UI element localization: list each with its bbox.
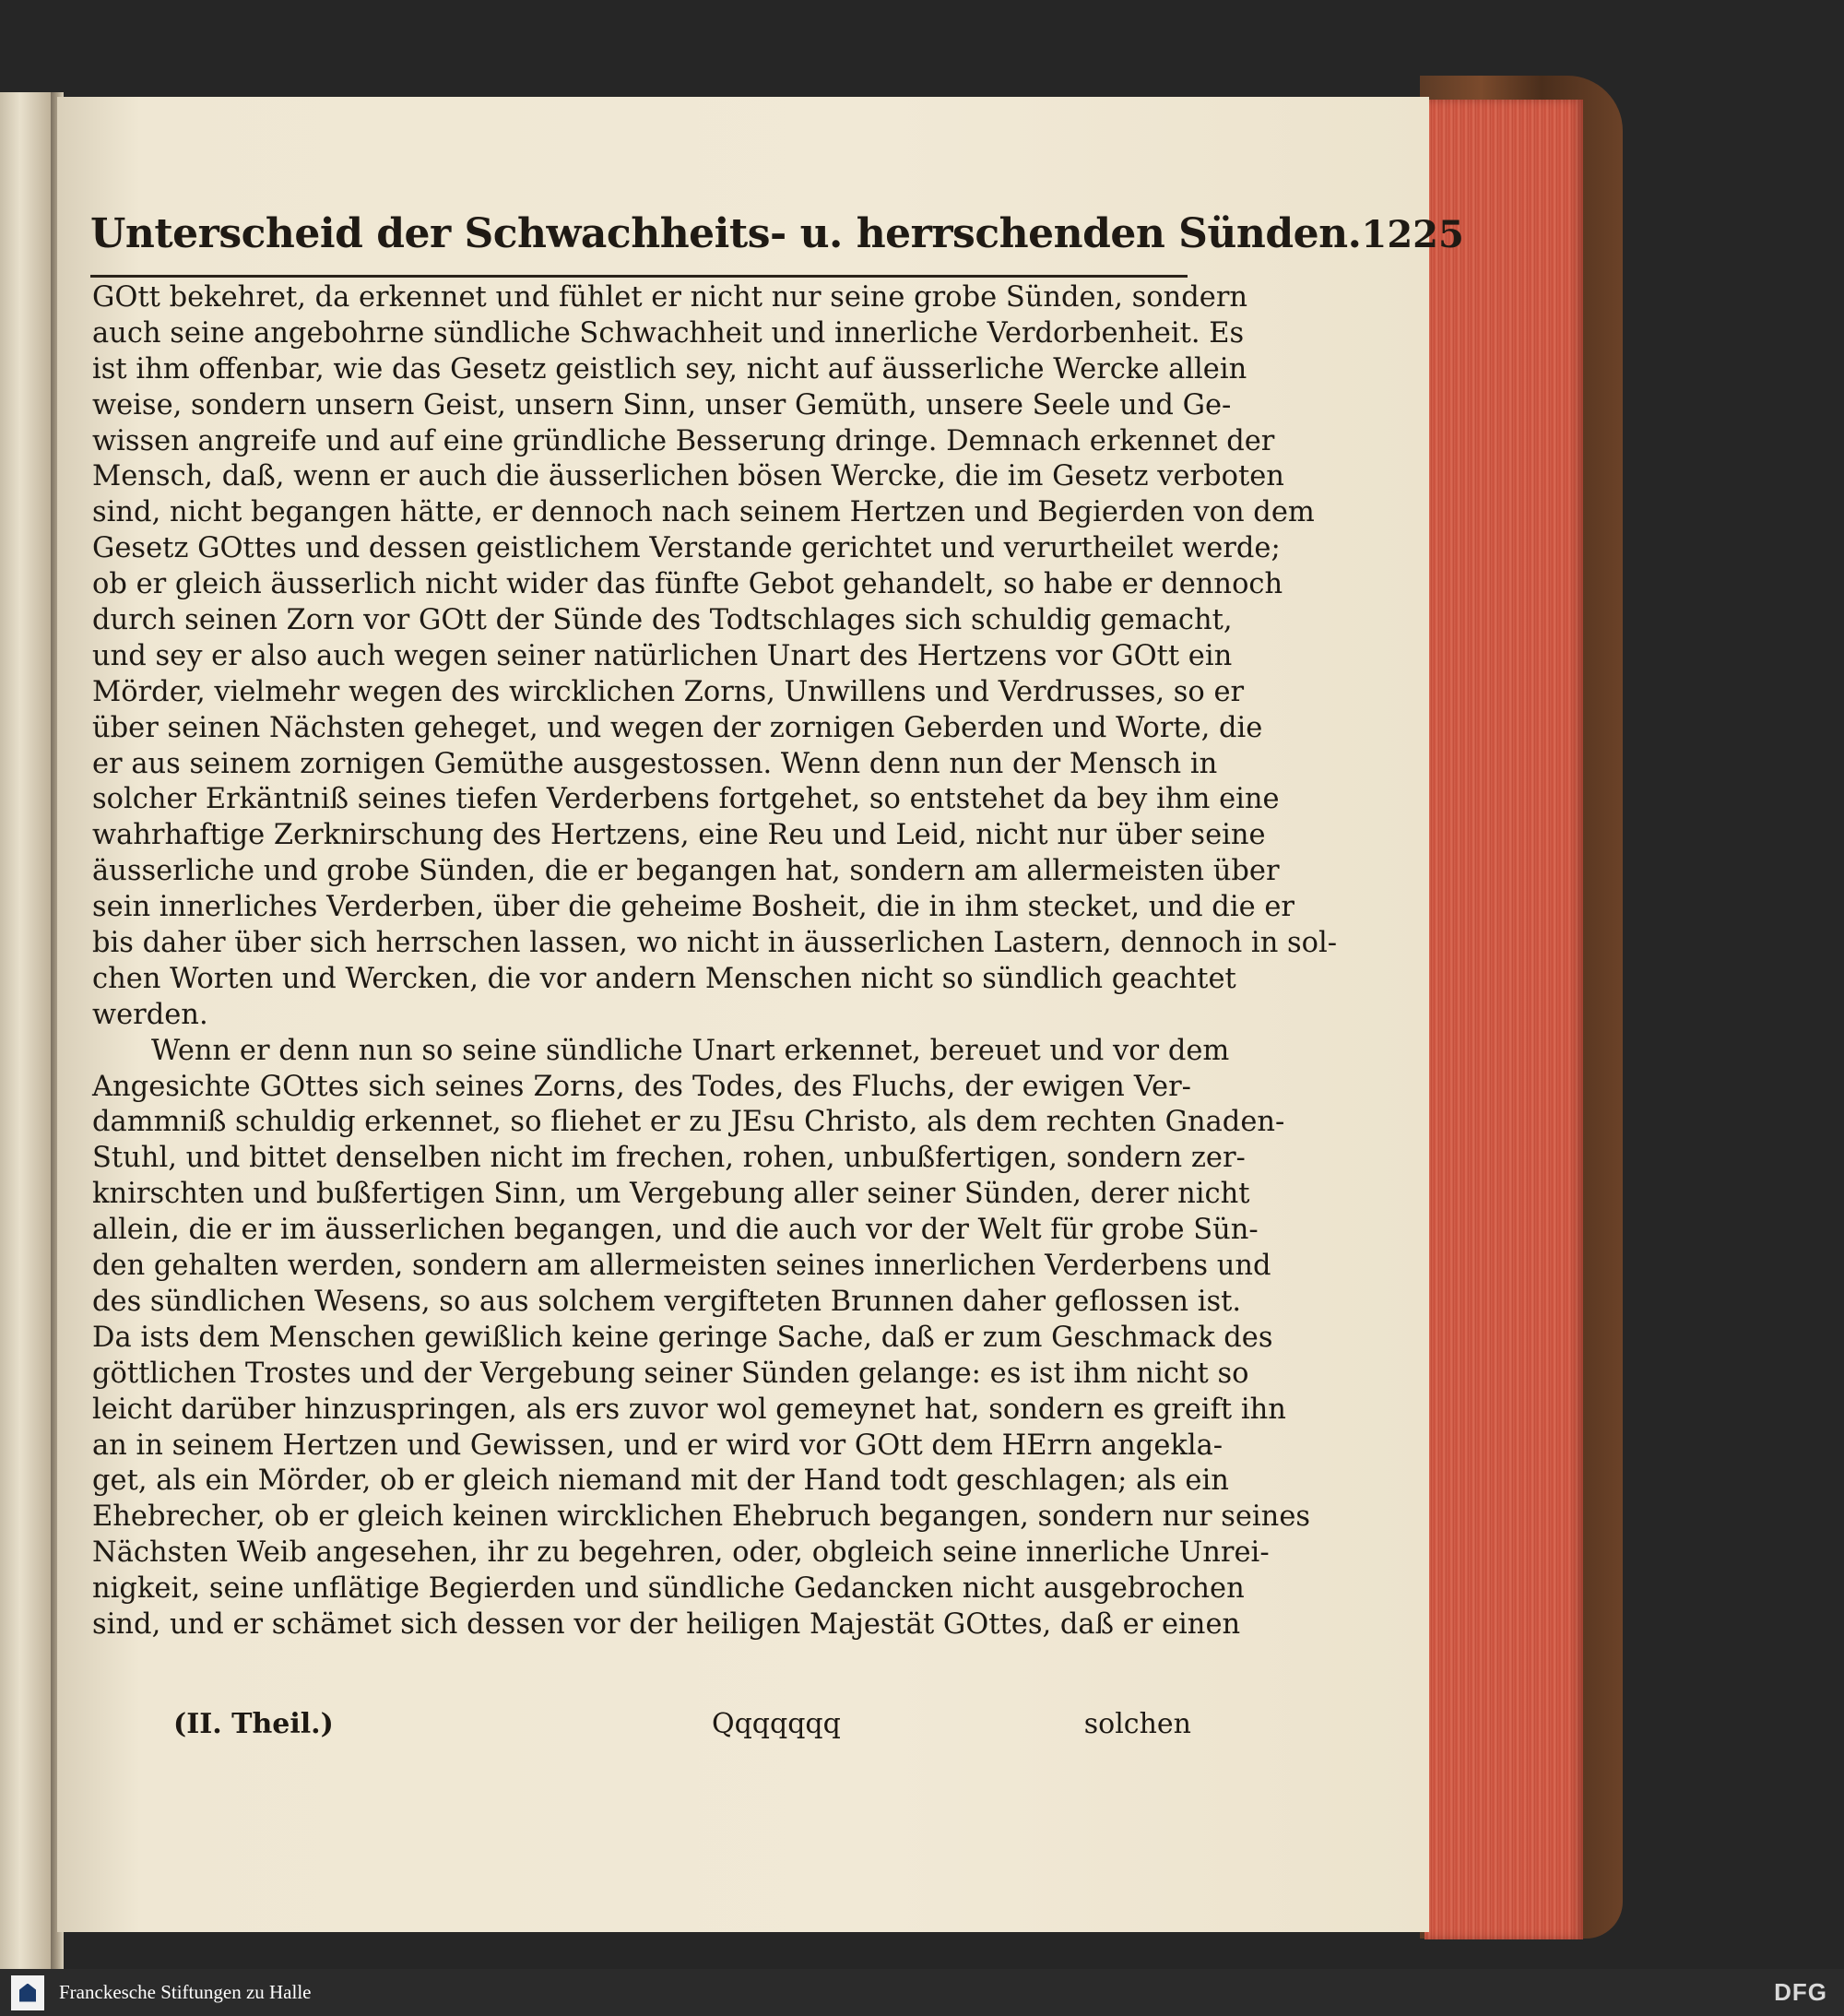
page-number: 1225 bbox=[1361, 213, 1464, 256]
text-line: Angesichte GOttes sich seines Zorns, des Todes, des Fluchs, der ewigen Ver- bbox=[92, 1070, 1191, 1103]
text-line: ob er gleich äusserlich nicht wider das fünfte Gebot gehandelt, so habe er dennoch bbox=[92, 568, 1283, 601]
text-line: Mörder, vielmehr wegen des wircklichen Zorns, Unwillens und Verdrusses, so er bbox=[92, 675, 1245, 708]
text-line: bis daher über sich herrschen lassen, wo nicht in äusserlichen Lastern, dennoch in sol- bbox=[92, 927, 1338, 960]
page-body-text bbox=[92, 280, 1338, 1643]
text-line: den gehalten werden, sondern am allermeisten seines innerlichen Verderbens und bbox=[92, 1250, 1271, 1283]
catchword: solchen bbox=[1083, 1708, 1191, 1740]
text-line: über seinen Nächsten geheget, und wegen der zornigen Geberden und Worte, die bbox=[92, 711, 1263, 744]
franckesche-stiftungen-logo-icon[interactable] bbox=[11, 1975, 44, 2010]
page-footer bbox=[92, 1708, 1191, 1745]
text-line: wissen angreife und auf eine gründliche Besserung dringe. Demnach erkennet der bbox=[92, 424, 1275, 457]
running-head: Unterscheid der Schwachheits- u. herrschenden Sünden. bbox=[90, 210, 1362, 257]
text-line: sind, und er schämet sich dessen vor der heiligen Majestät GOttes, daß er einen bbox=[92, 1607, 1241, 1641]
text-line: Mensch, daß, wenn er auch die äusserlichen bösen Wercke, die im Gesetz verboten bbox=[92, 460, 1284, 493]
text-line: ist ihm offenbar, wie das Gesetz geistlich sey, nicht auf äusserliche Wercke allein bbox=[92, 352, 1247, 385]
text-line: des sündlichen Wesens, so aus solchem vergifteten Brunnen daher geflossen ist. bbox=[92, 1285, 1242, 1318]
text-line: werden. bbox=[92, 998, 208, 1031]
text-line: wahrhaftige Zerknirschung des Hertzens, eine Reu und Leid, nicht nur über seine bbox=[92, 819, 1266, 852]
text-line: Gesetz GOttes und dessen geistlichem Verstande gerichtet und verurtheilet werde; bbox=[92, 532, 1281, 565]
text-line: auch seine angebohrne sündliche Schwachheit und innerliche Verdorbenheit. Es bbox=[92, 316, 1245, 350]
institution-name[interactable]: Franckesche Stiftungen zu Halle bbox=[59, 1981, 312, 2003]
text-line: get, als ein Mörder, ob er gleich niemand mit der Hand todt geschlagen; als ein bbox=[92, 1465, 1229, 1498]
viewer-footer-bar bbox=[0, 1969, 1844, 2016]
volume-part: (II. Theil.) bbox=[173, 1708, 334, 1740]
text-line: durch seinen Zorn vor GOtt der Sünde des Todtschlages sich schuldig gemacht, bbox=[92, 604, 1233, 637]
text-line: weise, sondern unsern Geist, unsern Sinn, unser Gemüth, unsere Seele und Ge- bbox=[92, 388, 1232, 421]
text-line: dammniß schuldig erkennet, so fliehet er zu JEsu Christo, als dem rechten Gnaden- bbox=[92, 1106, 1285, 1139]
text-line: knirschten und bußfertigen Sinn, um Vergebung aller seiner Sünden, derer nicht bbox=[92, 1178, 1250, 1211]
red-fore-edge bbox=[1424, 100, 1583, 1939]
text-line: chen Worten und Wercken, die vor andern Menschen nicht so sündlich geachtet bbox=[92, 962, 1236, 995]
logo-mark bbox=[19, 1984, 36, 2002]
text-line: allein, die er im äusserlichen begangen, und die auch vor der Welt für grobe Sün- bbox=[92, 1214, 1259, 1247]
text-line: Nächsten Weib angesehen, ihr zu begehren, oder, obgleich seine innerliche Unrei- bbox=[92, 1536, 1270, 1570]
dfg-logo[interactable]: DFG bbox=[1774, 1978, 1827, 2006]
text-line: leicht darüber hinzuspringen, als ers zuvor wol gemeynet hat, sondern es greift ihn bbox=[92, 1393, 1286, 1426]
text-line: sein innerliches Verderben, über die geheime Bosheit, die in ihm stecket, und die er bbox=[92, 891, 1294, 924]
text-line: sind, nicht begangen hätte, er dennoch nach seinem Hertzen und Begierden von dem bbox=[92, 496, 1315, 529]
text-line: Wenn er denn nun so seine sündliche Unart erkennet, bereuet und vor dem bbox=[151, 1034, 1230, 1067]
text-line: solcher Erkäntniß seines tiefen Verderbens fortgehet, so entstehet da bey ihm eine bbox=[92, 783, 1280, 816]
text-line: GOtt bekehret, da erkennet und fühlet er nicht nur seine grobe Sünden, sondern bbox=[92, 281, 1248, 314]
text-line: göttlichen Trostes und der Vergebung seiner Sünden gelange: es ist ihm nicht so bbox=[92, 1357, 1249, 1390]
text-line: äusserliche und grobe Sünden, die er begangen hat, sondern am allermeisten über bbox=[92, 855, 1280, 888]
signature-mark: Qqqqqqq bbox=[712, 1708, 841, 1740]
text-line: Da ists dem Menschen gewißlich keine geringe Sache, daß er zum Geschmack des bbox=[92, 1321, 1273, 1354]
header-rule bbox=[90, 275, 1188, 278]
text-line: Ehebrecher, ob er gleich keinen wircklichen Ehebruch begangen, sondern nur seines bbox=[92, 1500, 1311, 1534]
text-line: er aus seinem zornigen Gemüthe ausgestossen. Wenn denn nun der Mensch in bbox=[92, 747, 1218, 780]
left-page-edge bbox=[0, 92, 51, 1969]
text-line: nigkeit, seine unflätige Begierden und sündliche Gedancken nicht ausgebrochen bbox=[92, 1572, 1245, 1606]
text-line: an in seinem Hertzen und Gewissen, und er wird vor GOtt dem HErrn angekla- bbox=[92, 1429, 1223, 1462]
page-header bbox=[90, 210, 1464, 257]
text-line: und sey er also auch wegen seiner natürlichen Unart des Hertzens vor GOtt ein bbox=[92, 639, 1233, 672]
text-line: Stuhl, und bittet denselben nicht im frechen, rohen, unbußfertigen, sondern zer- bbox=[92, 1142, 1246, 1175]
